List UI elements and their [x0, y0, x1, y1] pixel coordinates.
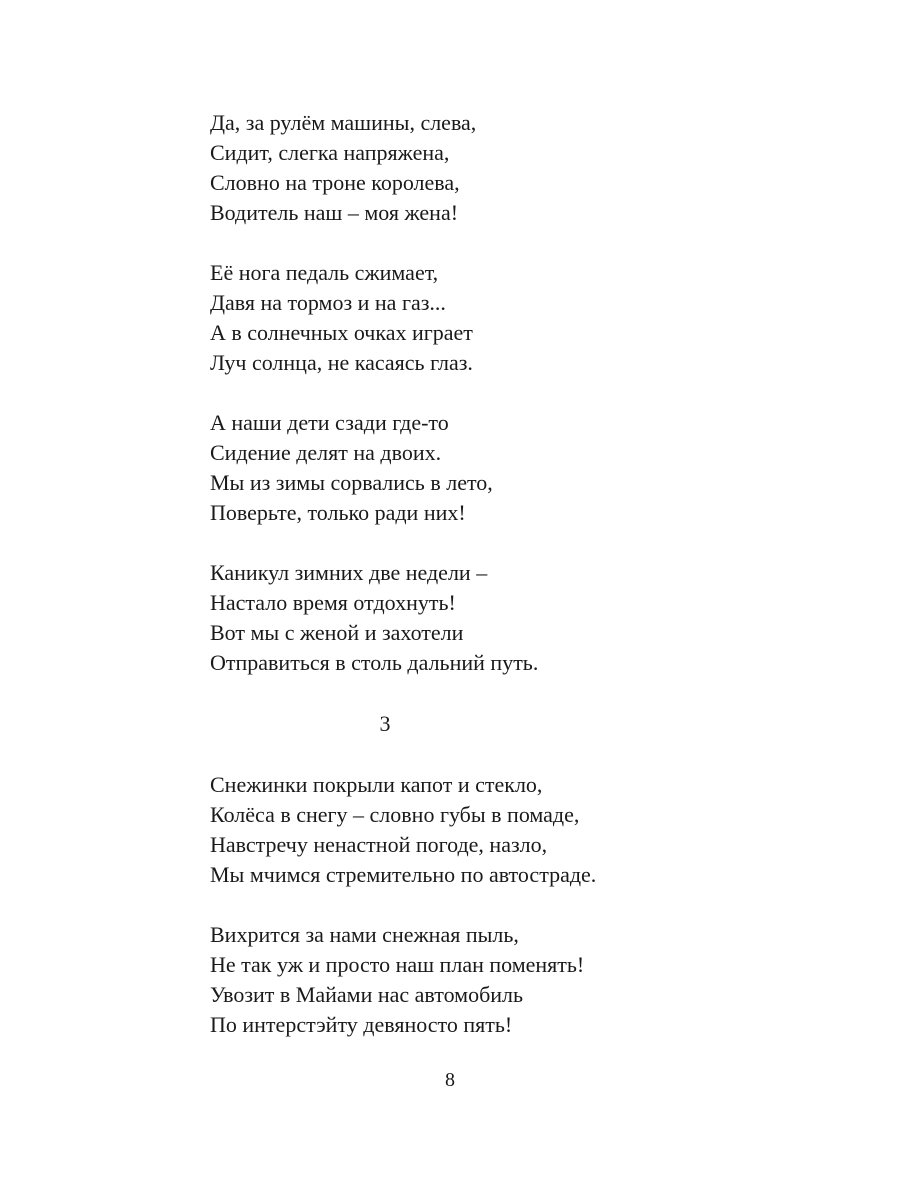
- poem-text: [210, 108, 770, 1040]
- poem-line: Вихрится за нами снежная пыль,: [210, 922, 519, 947]
- poem-line: Сидит, слегка напряжена,: [210, 140, 450, 165]
- poem-line: Мы из зимы сорвались в лето,: [210, 470, 493, 495]
- section-number: 3: [379, 711, 391, 736]
- poem-line: Навстречу ненастной погоде, назло,: [210, 832, 548, 857]
- stanza-5: [210, 770, 770, 890]
- poem-line: Её нога педаль сжимает,: [210, 260, 439, 285]
- poem-line: Отправиться в столь дальний путь.: [210, 650, 539, 675]
- poem-line: Словно на троне королева,: [210, 170, 460, 195]
- stanza-1: [210, 108, 770, 228]
- poem-line: Да, за рулём машины, слева,: [210, 110, 477, 135]
- poem-line: Увозит в Майами нас автомобиль: [210, 982, 524, 1007]
- poem-line: Водитель наш – моя жена!: [210, 200, 459, 225]
- poem-line: Луч солнца, не касаясь глаз.: [210, 350, 473, 375]
- stanza-3: [210, 408, 770, 528]
- poem-line: Каникул зимних две недели –: [210, 560, 488, 585]
- stanza-6: [210, 920, 770, 1040]
- poem-line: По интерстэйту девяносто пять!: [210, 1012, 513, 1037]
- stanza-4: [210, 558, 770, 678]
- page-number: 8: [445, 1069, 455, 1091]
- poem-line: Давя на тормоз и на газ...: [210, 290, 446, 315]
- poem-line: Не так уж и просто наш план поменять!: [210, 952, 585, 977]
- stanza-2: [210, 258, 770, 378]
- poem-line: Поверьте, только ради них!: [210, 500, 466, 525]
- poem-line: Вот мы с женой и захотели: [210, 620, 464, 645]
- poem-line: Снежинки покрыли капот и стекло,: [210, 772, 543, 797]
- poem-line: Колёса в снегу – словно губы в помаде,: [210, 802, 580, 827]
- poem-line: А наши дети сзади где-то: [210, 410, 449, 435]
- poem-line: А в солнечных очках играет: [210, 320, 473, 345]
- poem-line: Настало время отдохнуть!: [210, 590, 456, 615]
- poem-line: Сидение делят на двоих.: [210, 440, 442, 465]
- poem-line: Мы мчимся стремительно по автостраде.: [210, 862, 597, 887]
